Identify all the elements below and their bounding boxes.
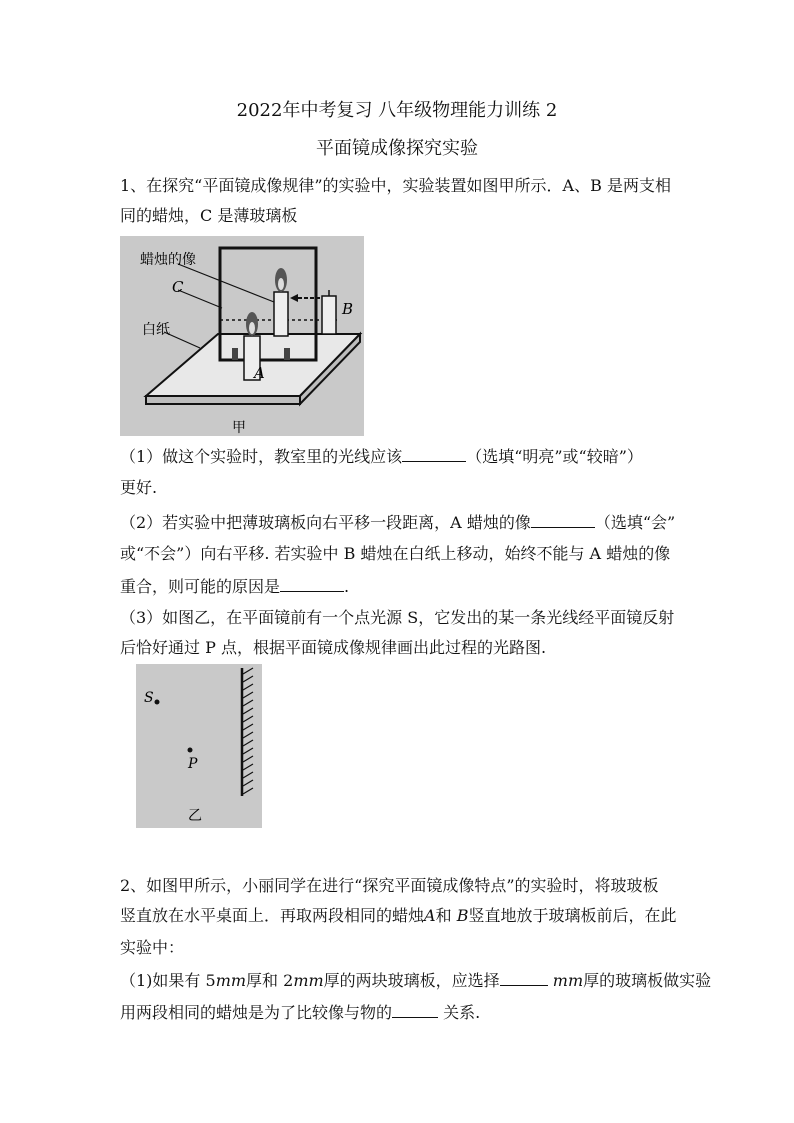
q1-part1-line2: 更好.	[120, 478, 158, 497]
label-c: C	[172, 278, 184, 296]
figure-yi	[136, 664, 262, 828]
q2-var-a: A	[424, 906, 436, 925]
q2-part1-line2	[120, 1002, 480, 1023]
q2-intro-line3: 实验中：	[120, 938, 185, 957]
candle-b	[322, 296, 336, 334]
q1-part2-text-b: （选填“会”	[594, 513, 676, 532]
arrow-b-to-image-head	[290, 294, 298, 302]
point-s	[155, 700, 160, 705]
q1-part2-text-c: 重合，则可能的原因是	[120, 577, 281, 596]
board-front-edge	[146, 396, 300, 404]
q1-part2-answer-blank-2[interactable]	[280, 576, 344, 592]
figure-yi-caption: 乙	[188, 808, 202, 824]
label-b: B	[342, 300, 354, 318]
q2-part1-text-b: 厚和 2	[246, 971, 294, 990]
q2-part1-text-d: 厚的玻璃板做实验	[583, 971, 712, 990]
figure-jia-drawing	[120, 236, 364, 436]
q1-part2-answer-blank-1[interactable]	[531, 512, 595, 528]
figure-jia-caption: 甲	[232, 420, 246, 436]
q2-unit-mm-3: mm	[552, 971, 584, 990]
q1-part3-line2: 后恰好通过 P 点，根据平面镜成像规律画出此过程的光路图.	[120, 638, 547, 657]
q2-intro-text-b: 和	[435, 906, 452, 925]
q2-intro-text-a: 竖直放在水平桌面上．再取两段相同的蜡烛	[120, 906, 425, 925]
q2-unit-mm-2: mm	[293, 971, 324, 990]
candle-a-flame-core	[249, 322, 255, 334]
q2-intro-line1: 2、如图甲所示，小丽同学在进行“探究平面镜成像特点”的实验时，将玻玻板	[120, 876, 659, 895]
q2-part1-text-e: 用两段相同的蜡烛是为了比较像与物的	[120, 1003, 393, 1022]
document-subtitle: 平面镜成像探究实验	[316, 138, 478, 159]
label-white-paper: 白纸	[142, 322, 170, 338]
q2-part1-text-a: （1)如果有 5	[120, 971, 216, 990]
q1-part3-line1: （3）如图乙，在平面镜前有一个点光源 S，它发出的某一条光线经平面镜反射	[120, 608, 675, 627]
candle-image	[274, 292, 288, 336]
q1-part1-answer-blank[interactable]	[402, 446, 466, 462]
q2-part1-answer-blank-1[interactable]	[500, 970, 548, 986]
q1-intro-line1: 1、在探究“平面镜成像规律”的实验中，实验装置如图甲所示．A、B 是两支相	[120, 176, 671, 195]
mirror-hatching	[243, 668, 253, 794]
q2-var-b: B	[456, 906, 469, 925]
q2-part1-line1	[120, 970, 711, 991]
q2-part1-text-c: 厚的两块玻璃板，应选择	[323, 971, 500, 990]
figure-jia	[120, 236, 364, 436]
label-s: S	[144, 690, 154, 706]
q1-part2-text-a: （2）若实验中把薄玻璃板向右平移一段距离，A 蜡烛的像	[120, 513, 531, 532]
candle-image-flame-core	[278, 278, 284, 290]
q2-intro-text-c: 竖直地放于玻璃板前后，在此	[468, 906, 677, 925]
q2-part1-answer-blank-2[interactable]	[392, 1002, 438, 1018]
q2-unit-mm-1: mm	[215, 971, 247, 990]
q1-part2-line1	[120, 512, 675, 533]
document-title: 2022年中考复习 八年级物理能力训练 2	[236, 100, 558, 121]
q2-intro-line2	[120, 906, 676, 926]
clip-left	[232, 348, 238, 360]
q2-part1-text-f: 关系.	[443, 1003, 481, 1022]
label-candle-image: 蜡烛的像	[140, 252, 196, 268]
q1-part1-line1	[120, 446, 643, 467]
q1-part1-text-b: （选填“明亮”或“较暗”）	[466, 447, 643, 466]
q1-intro-line2: 同的蜡烛，C 是薄玻璃板	[120, 206, 298, 225]
q1-part2-line3	[120, 576, 349, 597]
label-a: A	[254, 364, 265, 382]
figure-yi-drawing	[136, 664, 262, 828]
point-p	[188, 748, 193, 753]
clip-right	[284, 348, 290, 360]
label-p: P	[188, 756, 198, 772]
q1-part2-line2: 或“不会”）向右平移. 若实验中 B 蜡烛在白纸上移动，始终不能与 A 蜡烛的像	[120, 544, 671, 563]
q1-part2-text-d: .	[344, 577, 350, 596]
q1-part1-text-a: （1）做这个实验时，教室里的光线应该	[120, 447, 403, 466]
leader-c	[178, 290, 222, 308]
